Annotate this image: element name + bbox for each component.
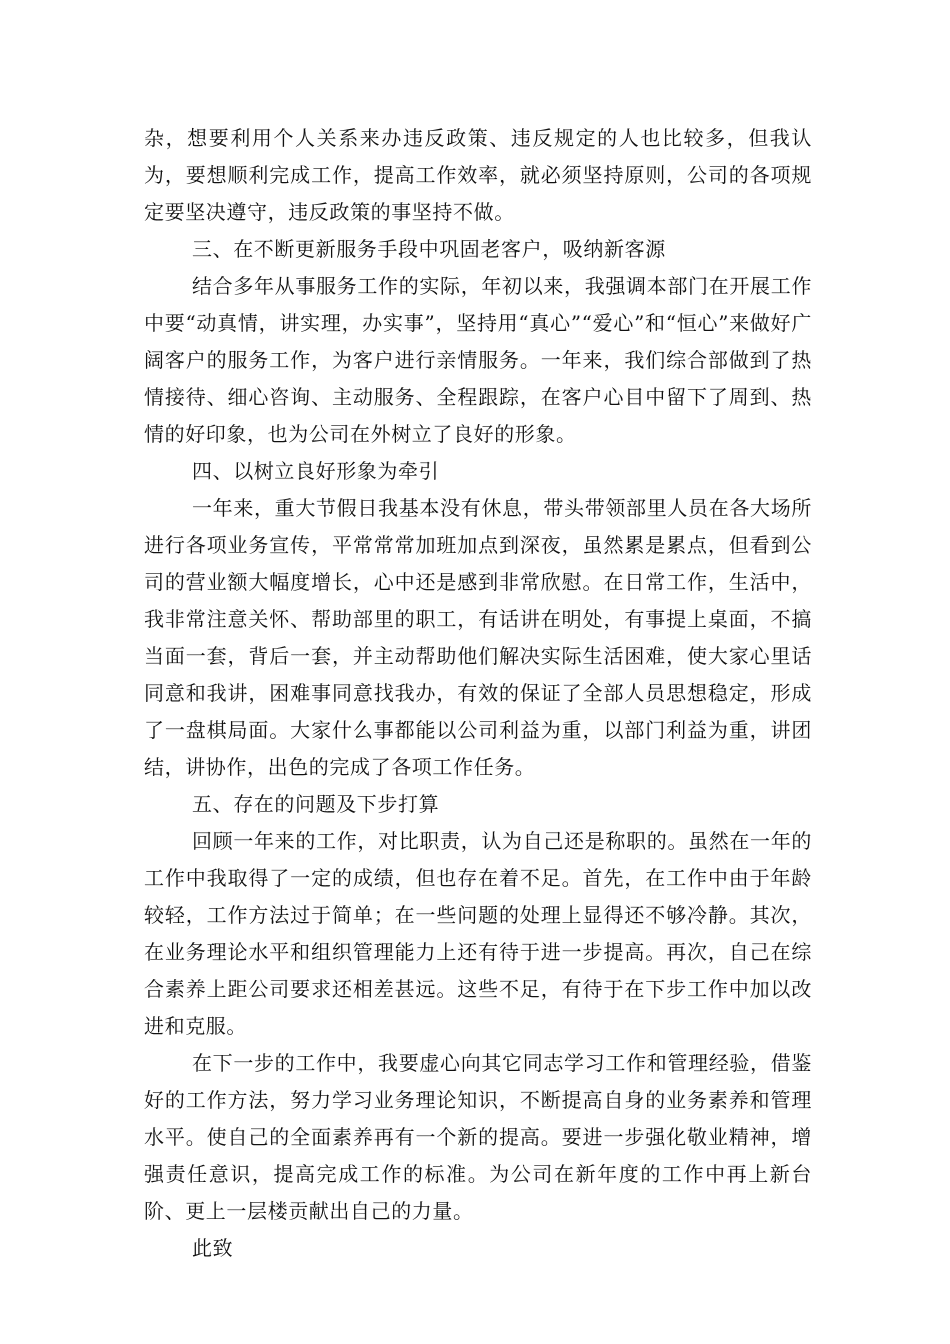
section-heading-3: 三、在不断更新服务手段中巩固老客户，吸纳新客源 (192, 237, 666, 261)
paragraph-image-building: 一年来，重大节假日我基本没有休息，带头带领部里人员在各大场所进行各项业务宣传，平常常常加班加点到深夜，虽然累是累点，但看到公司的营业额大幅度增长，心中还是感到非常欣慰。在日常工作，生活中，我非常注意关怀、帮助部里的职工，有话讲在明处，有事提上桌面，不搞当面一套，背后一套，并主动帮助他们解决实际生活困难，使大家心里话同意和我讲，困难事同意找我办，有效的保证了全部人员思想稳定，形成了一盘棋局面。大家什么事都能以公司利益为重，以部门利益为重，讲团结，讲协作，出色的完成了各项工作任务。 (144, 496, 812, 779)
section-heading-4: 四、以树立良好形象为牵引 (192, 459, 440, 483)
paragraph-customer-service: 结合多年从事服务工作的实际，年初以来，我强调本部门在开展工作中要“动真情，讲实理，办实事”，坚持用“真心”“爱心”和“恒心”来做好广阔客户的服务工作，为客户进行亲情服务。一年来，我们综合部做到了热情接待、细心咨询、主动服务、全程跟踪，在客户心目中留下了周到、热情的好印象，也为公司在外树立了良好的形象。 (144, 274, 812, 446)
paragraph-continued-text: 杂，想要利用个人关系来办违反政策、违反规定的人也比较多，但我认为，要想顺利完成工作，提高工作效率，就必须坚持原则，公司的各项规定要坚决遵守，违反政策的事坚持不做。 (144, 126, 812, 224)
section-heading-5: 五、存在的问题及下步打算 (192, 792, 440, 816)
document-body (144, 120, 812, 1267)
paragraph-review: 回顾一年来的工作，对比职责，认为自己还是称职的。虽然在一年的工作中我取得了一定的成绩，但也存在着不足。首先，在工作中由于年龄较轻，工作方法过于简单；在一些问题的处理上显得还不够冷静。其次，在业务理论水平和组织管理能力上还有待于进一步提高。再次，自己在综合素养上距公司要求还相差甚远。这些不足，有待于在下步工作中加以改进和克服。 (144, 829, 812, 1038)
paragraph-next-steps: 在下一步的工作中，我要虚心向其它同志学习工作和管理经验，借鉴好的工作方法，努力学习业务理论知识，不断提高自身的业务素养和管理水平。使自己的全面素养再有一个新的提高。要进一步强化敬业精神，增强责任意识，提高完成工作的标准。为公司在新年度的工作中再上新台阶、更上一层楼贡献出自己的力量。 (144, 1051, 812, 1223)
closing-salutation: 此致 (192, 1236, 234, 1260)
